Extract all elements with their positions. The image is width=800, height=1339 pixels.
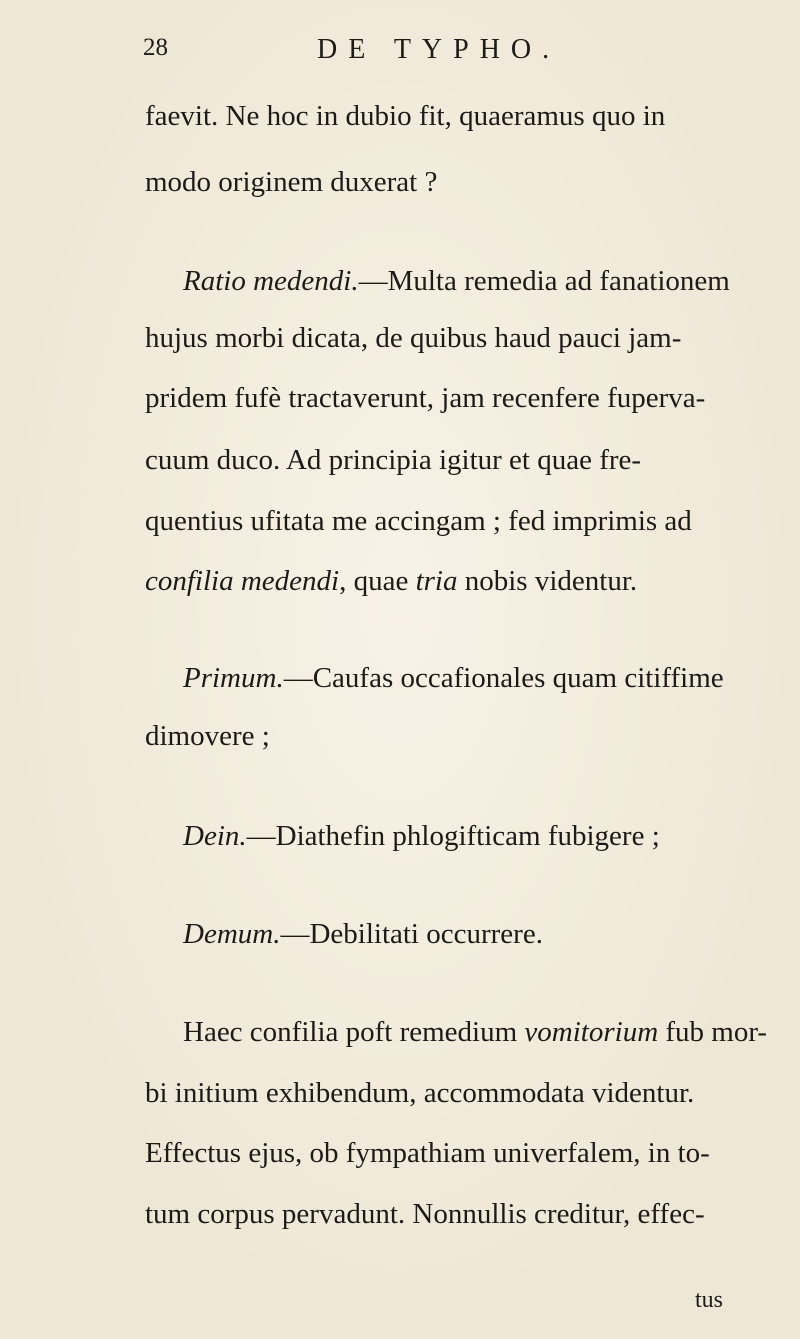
text-line-tum-corpus — [145, 1200, 705, 1229]
text-line-haec — [183, 1018, 767, 1047]
text-line-ratio-medendi — [183, 267, 730, 296]
catchword: tus — [695, 1287, 724, 1313]
text-demum-content: —Debilitati occurrere. — [280, 918, 543, 950]
text-line-8-mid: , quae — [339, 565, 416, 597]
text-tum-corpus-content: tum corpus pervadunt. Nonnullis creditur, effec- — [145, 1198, 705, 1230]
heading-primum: Primum. — [183, 662, 284, 694]
text-haec-start: Haec confilia poft remedium — [183, 1016, 525, 1048]
text-primum-content: —Caufas occafionales quam citiffime — [283, 662, 724, 694]
text-line-demum — [183, 920, 543, 949]
text-line-8-end: nobis videntur. — [457, 565, 638, 597]
text-effectus-content: Effectus ejus, ob fympathiam univerfalem, in to- — [145, 1137, 710, 1169]
text-line-2 — [145, 168, 437, 197]
heading-demum: Demum. — [183, 918, 281, 950]
running-title: DE TYPHO. — [317, 34, 561, 65]
text-line-dimovere — [145, 722, 270, 751]
text-line-4 — [145, 324, 681, 353]
section-heading-medendi: medendi. — [253, 265, 359, 297]
italic-tria: tria — [415, 565, 458, 597]
text-haec-end: fub mor- — [658, 1016, 768, 1048]
italic-vomitorium: vomitorium — [524, 1016, 659, 1048]
text-line-7-content: quentius ufitata me accingam ; fed imprimis ad — [145, 505, 692, 537]
section-heading-ratio: Ratio — [183, 265, 246, 297]
text-line-6-content: cuum duco. Ad principia igitur et quae fre- — [145, 444, 642, 476]
text-line-7 — [145, 507, 692, 536]
text-line-1 — [145, 102, 665, 131]
text-line-dein — [183, 822, 660, 851]
text-line-6 — [145, 446, 641, 475]
text-line-effectus — [145, 1139, 710, 1168]
text-dimovere-content: dimovere ; — [145, 720, 270, 752]
text-line-4-content: hujus morbi dicata, de quibus haud pauci jam- — [145, 322, 682, 354]
text-line-primum — [183, 664, 724, 693]
text-line-2-content: modo originem duxerat ? — [145, 166, 438, 198]
page-number: 28 — [143, 34, 168, 61]
heading-dein: Dein. — [183, 820, 247, 852]
text-dein-content: —Diathefin phlogifticam fubigere ; — [246, 820, 660, 852]
text-line-bi-initium — [145, 1079, 694, 1108]
text-line-8 — [145, 567, 637, 596]
italic-confilia-medendi: confilia medendi — [145, 565, 340, 597]
text-line-5-content: pridem fufè tractaverunt, jam recenfere fuperva- — [145, 382, 706, 414]
text-line-3-content: —Multa remedia ad fanationem — [358, 265, 730, 297]
text-line-1-content: faevit. Ne hoc in dubio fit, quaeramus quo in — [145, 100, 666, 132]
text-bi-initium-content: bi initium exhibendum, accommodata videntur. — [145, 1077, 695, 1109]
text-line-5 — [145, 384, 705, 413]
